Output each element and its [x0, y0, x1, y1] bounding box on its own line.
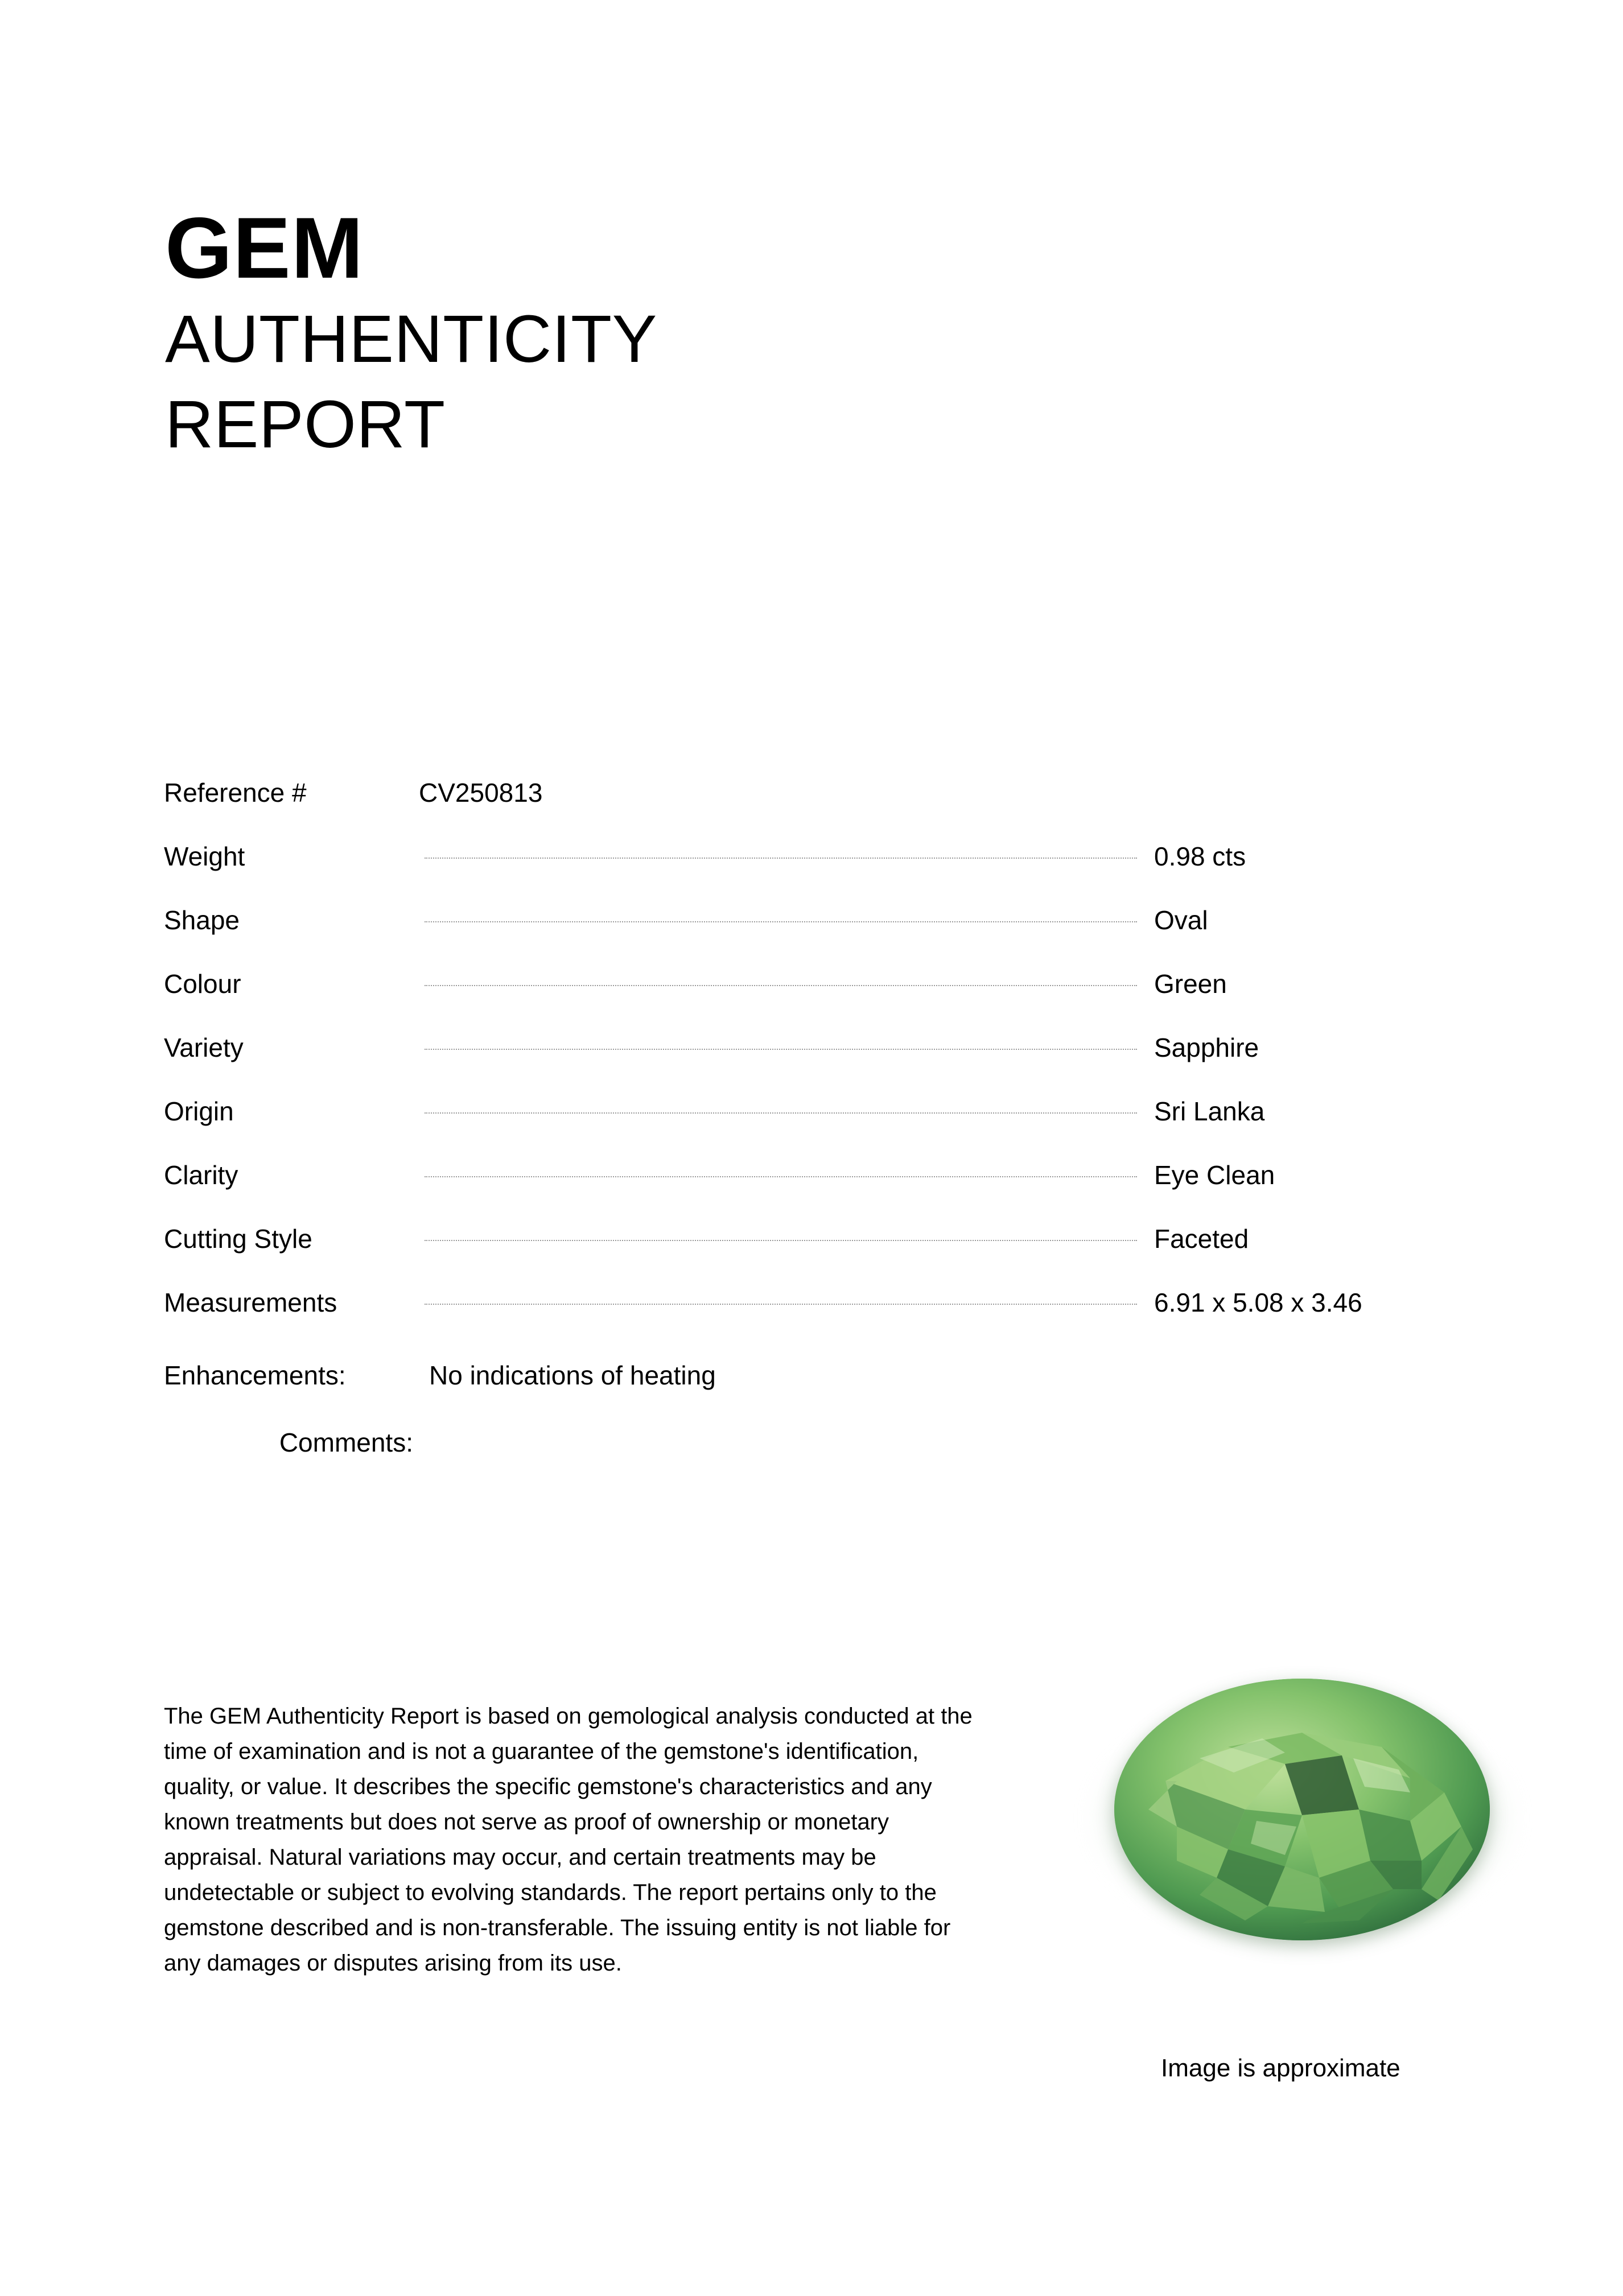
leader-dots: [425, 1239, 1137, 1241]
page-title: GEM: [165, 200, 364, 296]
report-header: [165, 200, 1076, 463]
leader-dots: [425, 1112, 1137, 1114]
spec-value-shape: Oval: [1154, 905, 1208, 935]
leader-dots: [425, 921, 1137, 922]
spec-label-measurements: Measurements: [164, 1288, 337, 1317]
gem-image-caption: Image is approximate: [1161, 2054, 1400, 2082]
page-subtitle-line1: AUTHENTICITY: [165, 302, 657, 377]
spec-label-reference: Reference #: [164, 778, 307, 807]
gem-specifications: [164, 780, 1473, 1484]
leader-dots: [425, 1303, 1137, 1305]
spec-label-variety: Variety: [164, 1033, 244, 1062]
page-subtitle-line2: REPORT: [165, 387, 446, 463]
spec-value-variety: Sapphire: [1154, 1033, 1259, 1062]
spec-label-shape: Shape: [164, 905, 240, 935]
spec-row-shape: [164, 907, 1473, 971]
spec-value-enhancements: No indications of heating: [429, 1361, 716, 1390]
spec-value-origin: Sri Lanka: [1154, 1097, 1265, 1126]
spec-row-colour: [164, 971, 1473, 1034]
spec-value-weight: 0.98 cts: [1154, 842, 1246, 871]
gemstone-image: [1070, 1627, 1537, 1992]
spec-row-origin: [164, 1098, 1473, 1162]
spec-row-cutting-style: [164, 1226, 1473, 1289]
spec-row-variety: [164, 1034, 1473, 1098]
leader-dots: [425, 857, 1137, 859]
spec-label-origin: Origin: [164, 1097, 234, 1126]
spec-label-colour: Colour: [164, 969, 241, 999]
spec-row-clarity: [164, 1162, 1473, 1226]
spec-value-clarity: Eye Clean: [1154, 1160, 1275, 1190]
spec-value-measurements: 6.91 x 5.08 x 3.46: [1154, 1288, 1362, 1317]
spec-label-enhancements: Enhancements:: [164, 1361, 346, 1390]
spec-row-measurements: [164, 1289, 1473, 1353]
gemstone-facets-icon: [1114, 1679, 1490, 1940]
spec-row-enhancements: [164, 1360, 1473, 1427]
spec-value-colour: Green: [1154, 969, 1227, 999]
spec-label-weight: Weight: [164, 842, 245, 871]
spec-row-reference: [164, 780, 1473, 843]
disclaimer-text: The GEM Authenticity Report is based on gemological analysis conducted at the time of examination and is not a guarantee of the gemstone's identification, quality, or value. It describes the specific gemstone's characteristics and any known treatments but does not serve as proof of ownership or monetary appraisal. Natural variations may occur, and certain treatments may be undetectable or subject to evolving standards. The report pertains only to the gemstone described and is non-transferable. The issuing entity is not liable for any damages or disputes arising from its use.: [164, 1704, 973, 1976]
spec-label-clarity: Clarity: [164, 1160, 238, 1190]
spec-value-cutting-style: Faceted: [1154, 1224, 1249, 1254]
leader-dots: [425, 1048, 1137, 1050]
leader-dots: [425, 984, 1137, 986]
spec-label-cutting-style: Cutting Style: [164, 1224, 312, 1254]
gemstone-oval: [1114, 1679, 1490, 1940]
spec-label-comments: Comments:: [279, 1428, 413, 1457]
leader-dots: [425, 1176, 1137, 1177]
spec-value-reference: CV250813: [419, 778, 543, 807]
spec-row-comments: [164, 1427, 1473, 1484]
spec-row-weight: [164, 843, 1473, 907]
